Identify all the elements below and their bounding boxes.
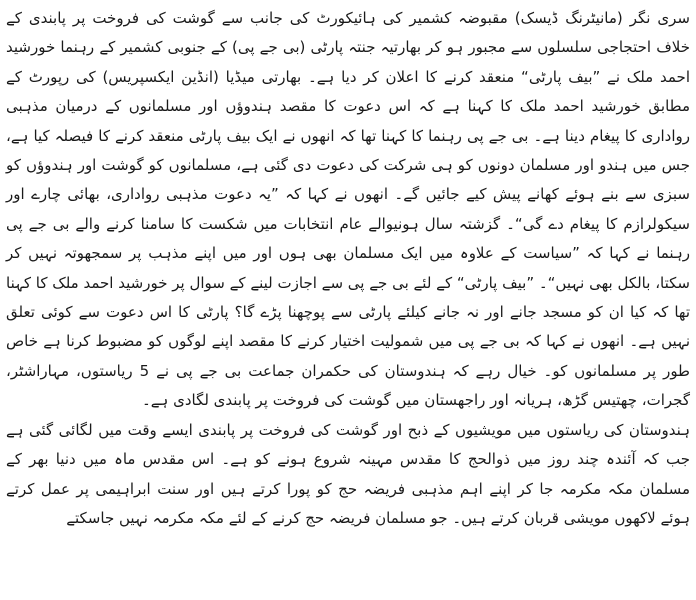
article-paragraph-2: ہندوستان کی ریاستوں میں مویشیوں کے ذبح اور گوشت کی فروخت پر پابندی ایسے وقت میں لگائی گئی ہے جب کہ آئندہ چند روز میں ذوالحج کا مقدس مہینہ شروع ہونے کو ہے۔ اس مقدس ماہ میں دنیا بھر کے مسلمان مکہ مکرمہ جا کر اپنے اہم مذہبی فریضہ حج کو پورا کرتے ہیں اور سنت ابراہیمی پر عمل کرتے ہوئے لاکھوں مویشی قربان کرتے ہیں۔ جو مسلمان فریضہ حج کرنے کے لئے مکہ مکرمہ نہیں جاسکتے	[6, 420, 690, 527]
article-paragraph-1: سری نگر (مانیٹرنگ ڈیسک) مقبوضہ کشمیر کی ہائیکورٹ کی جانب سے گوشت کی فروخت پر پابندی کے خلاف احتجاجی سلسلوں سے مجبور ہو کر بھارتیہ جنتہ پارٹی (بی جے پی) کے جنوبی کشمیر کے رہنما خورشید احمد ملک نے ”بیف پارٹی“ منعقد کرنے کا اعلان کر دیا ہے۔ بھارتی میڈیا (انڈین ایکسپریس) کی رپورٹ کے مطابق خورشید احمد ملک کا کہنا ہے کہ اس دعوت کا مقصد ہندوؤں اور مسلمانوں کے درمیان مذہبی رواداری کا پیغام دینا ہے۔ بی جے پی رہنما کا کہنا تھا کہ انھوں نے ایک بیف پارٹی منعقد کرنے کا فیصلہ کیا ہے، جس میں ہندو اور مسلمان دونوں کو ہی شرکت کی دعوت دی گئی ہے، مسلمانوں کو گوشت اور ہندوؤں کو سبزی سے بنے ہوئے کھانے پیش کیے جائیں گے۔ انھوں نے کہا کہ ”یہ دعوت مذہبی رواداری، بھائی چارے اور سیکولرازم کا پیغام دے گی“۔ گزشتہ سال ہونیوالے عام انتخابات میں شکست کا سامنا کرنے والے بی جے پی رہنما نے کہا کہ ”سیاست کے علاوہ میں ایک مسلمان بھی ہوں اور میں اپنے مذہب پر سمجھوتہ نہیں کر سکتا، بالکل بھی نہیں“۔ ”بیف پارٹی“ کے لئے بی جے پی سے اجازت لینے کے سوال پر خورشید احمد ملک کا کہنا تھا کہ کیا ان کو مسجد جانے اور نہ جانے کیلئے پارٹی سے پوچھنا پڑے گا؟ پارٹی کا اس دعوت سے کوئی تعلق نہیں ہے۔ انھوں نے کہا کہ بی جے پی میں شمولیت اختیار کرنے کا مقصد اپنے لوگوں کو مضبوط کرنا ہے خاص طور پر مسلمانوں کو۔ خیال رہے کہ ہندوستان کی حکمران جماعت بی جے پی نے 5 ریاستوں، مہاراشٹر، گجرات، چھتیس گڑھ، ہریانہ اور راجھستان میں گوشت کی فروخت پر پابندی لگادی ہے۔	[6, 9, 691, 410]
